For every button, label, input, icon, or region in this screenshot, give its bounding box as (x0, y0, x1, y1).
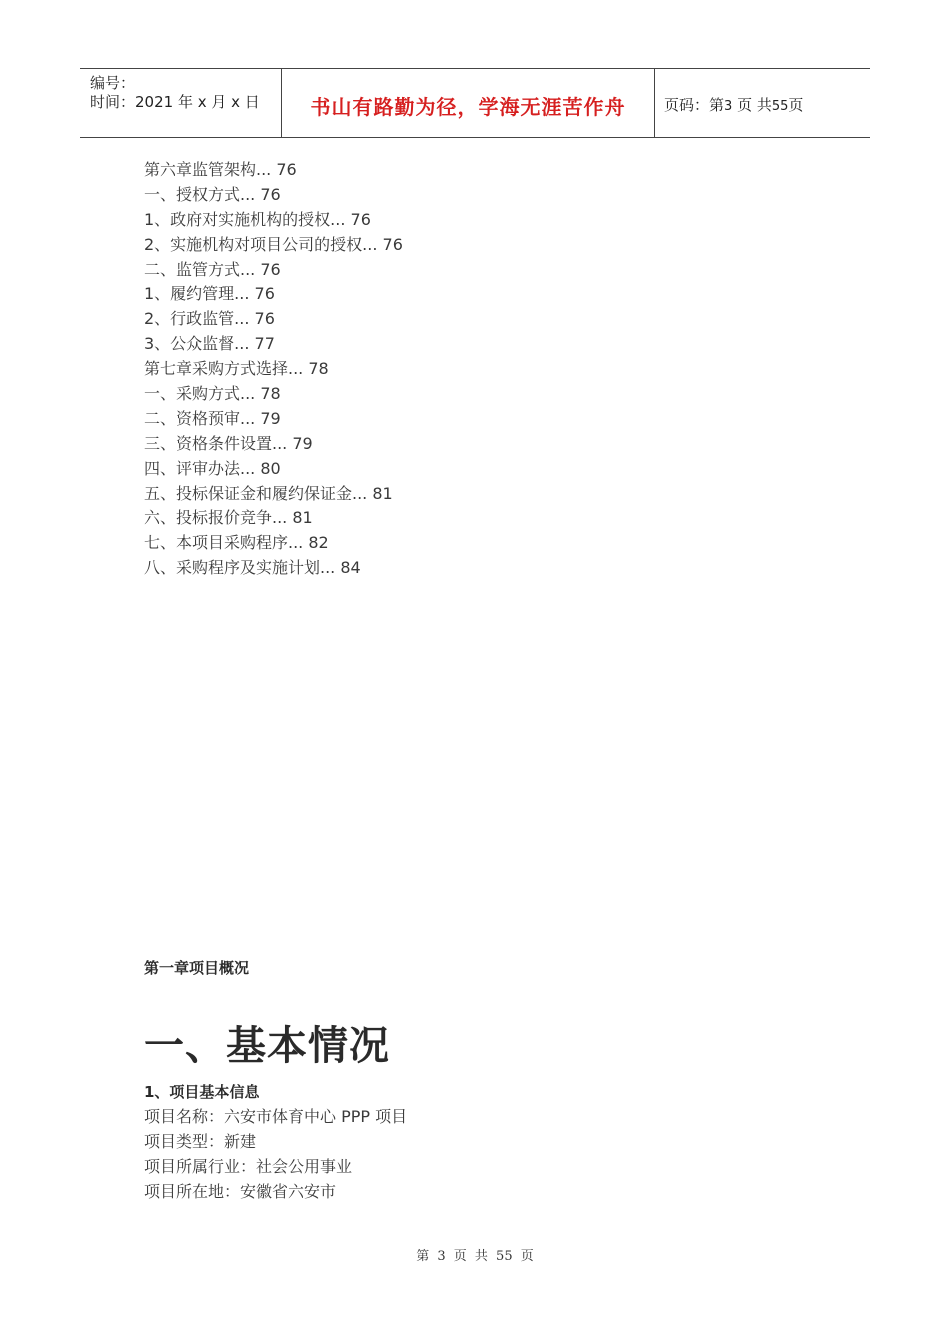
page-footer: 第 3 页 共 55 页 (416, 1249, 534, 1264)
header-meta-cell (80, 69, 280, 137)
toc-item[interactable]: 一、采购方式... 78 (144, 384, 281, 404)
toc-item[interactable]: 第六章监管架构... 76 (144, 160, 297, 179)
section-heading: 一、基本情况 (144, 1023, 390, 1069)
toc-item[interactable]: 五、投标保证金和履约保证金... 81 (144, 483, 393, 503)
info-line-location: 项目所在地：安徽省六安市 (144, 1182, 337, 1201)
toc-item[interactable]: 1、履约管理... 76 (144, 284, 275, 304)
page-suffix: 页 (788, 96, 804, 114)
table-of-contents (144, 158, 403, 581)
page-total: 55 (771, 99, 789, 114)
page-current: 3 (724, 99, 733, 114)
document-header (80, 68, 870, 138)
header-page-number (664, 94, 803, 115)
toc-item[interactable]: 七、本项目采购程序... 82 (144, 533, 329, 553)
toc-item[interactable]: 六、投标报价竞争... 81 (144, 508, 313, 528)
page-middle: 页 共 (737, 96, 772, 114)
toc-item[interactable]: 二、资格预审... 79 (144, 408, 281, 428)
page-prefix: 页码：第 (664, 96, 725, 114)
toc-item[interactable]: 3、公众监督... 77 (144, 334, 275, 354)
chapter-title: 第一章项目概况 (144, 959, 250, 977)
toc-item[interactable]: 四、评审办法... 80 (144, 458, 281, 478)
subsection-heading: 1、项目基本信息 (144, 1083, 260, 1101)
header-motto: 书山有路勤为径，学海无涯苦作舟 (310, 95, 626, 119)
info-line-industry: 项目所属行业：社会公用事业 (144, 1157, 353, 1176)
toc-item[interactable]: 三、资格条件设置... 79 (144, 433, 313, 453)
toc-item[interactable]: 二、监管方式... 76 (144, 259, 281, 279)
toc-item[interactable]: 1、政府对实施机构的授权... 76 (144, 209, 371, 229)
toc-item[interactable]: 第七章采购方式选择... 78 (144, 359, 329, 379)
document-number-label: 编号： (90, 74, 136, 92)
header-page-cell (654, 69, 870, 137)
toc-item[interactable]: 一、授权方式... 76 (144, 184, 281, 204)
info-line-project-type: 项目类型：新建 (144, 1132, 257, 1151)
document-date: 时间：2021 年 x 月 x 日 (90, 93, 260, 111)
toc-item[interactable]: 2、行政监管... 76 (144, 309, 275, 329)
info-line-project-name: 项目名称：六安市体育中心 PPP 项目 (144, 1107, 408, 1126)
header-motto-cell (281, 69, 655, 137)
toc-item[interactable]: 2、实施机构对项目公司的授权... 76 (144, 234, 403, 254)
project-info (144, 1104, 407, 1204)
toc-item[interactable]: 八、采购程序及实施计划... 84 (144, 558, 361, 578)
